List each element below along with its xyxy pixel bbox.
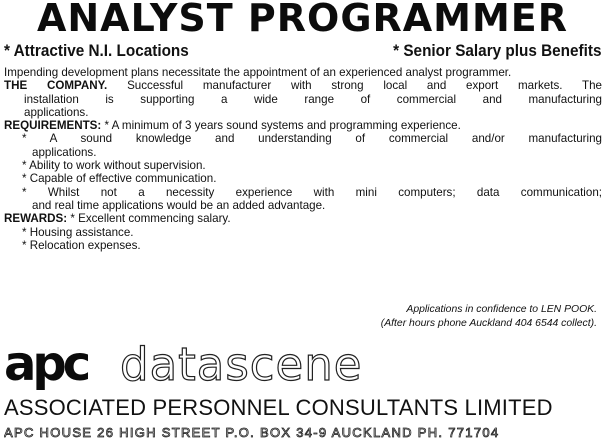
requirement-bullet-4-cont: and real time applications would be an added advantage.	[32, 198, 326, 212]
reward-bullet-1: * Housing assistance.	[22, 225, 134, 239]
ad-body	[4, 66, 602, 252]
headline: ANALYST PROGRAMMER	[36, 0, 569, 40]
requirements-heading: REQUIREMENTS:	[4, 119, 102, 133]
requirement-bullet-1-cont: applications.	[32, 145, 97, 159]
company-text-1: Successful manufacturer with strong local and export markets. The	[127, 79, 602, 93]
requirement-bullet-3: * Capable of effective communication.	[22, 172, 217, 186]
rewards-heading: REWARDS:	[4, 212, 68, 226]
company-heading: THE COMPANY.	[4, 79, 108, 93]
company-line-3: applications.	[24, 105, 89, 119]
datascene-logo: datascene	[120, 338, 363, 391]
application-contact: Applications in confidence to LEN POOK.	[406, 304, 597, 315]
reward-bullet-2: * Relocation expenses.	[22, 238, 141, 252]
company-address: APC HOUSE 26 HIGH STREET P.O. BOX 34-9 AUCKLAND PH. 771704	[4, 425, 500, 440]
requirements-first: * A minimum of 3 years sound systems and programming experience.	[104, 119, 461, 133]
subhead-locations: * Attractive N.I. Locations	[4, 41, 189, 60]
company-line-1	[4, 79, 602, 92]
company-line-2: installation is supporting a wide range of commercial and manufacturing	[24, 92, 602, 106]
requirement-bullet-2: * Ability to work without supervision.	[22, 159, 206, 173]
requirement-bullet-4: * Whilst not a necessity experience with mini computers; data communication;	[22, 185, 602, 199]
rewards-line	[4, 212, 602, 225]
company-name: ASSOCIATED PERSONNEL CONSULTANTS LIMITED	[4, 395, 553, 420]
application-note	[381, 303, 597, 331]
agency-logo	[4, 336, 604, 392]
rewards-first: * Excellent commencing salary.	[70, 212, 231, 226]
requirements-line	[4, 119, 602, 132]
intro-paragraph: Impending development plans necessitate the appointment of an experienced analyst programmer.	[4, 66, 512, 79]
after-hours-phone: (After hours phone Auckland 404 6544 collect).	[380, 318, 597, 329]
requirement-bullet-1: * A sound knowledge and understanding of commercial and/or manufacturing	[22, 132, 602, 146]
apc-logo: apc	[4, 336, 88, 392]
subhead-salary: * Senior Salary plus Benefits	[392, 41, 601, 60]
